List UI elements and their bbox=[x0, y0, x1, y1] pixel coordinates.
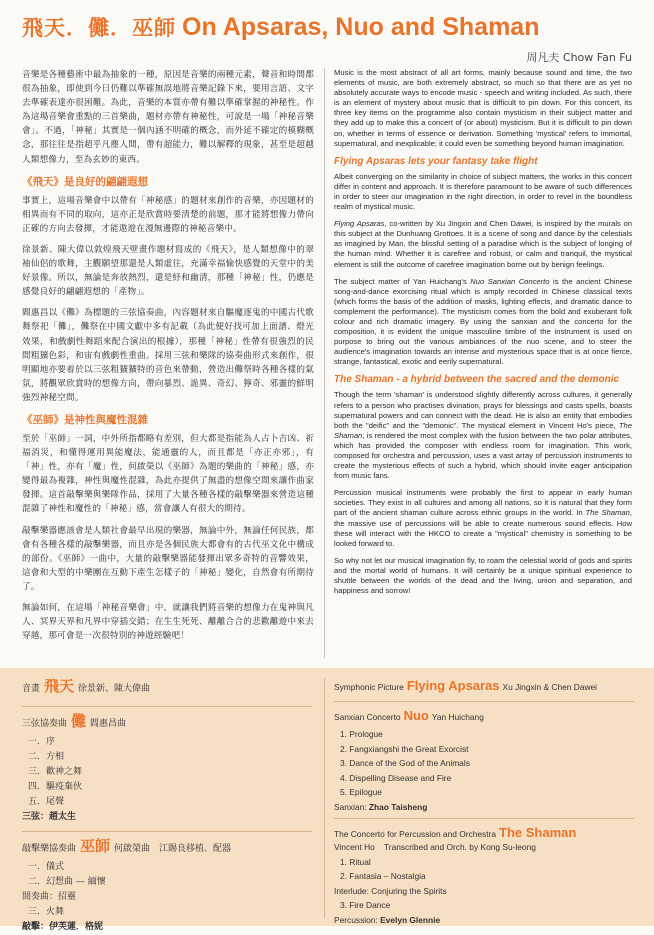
zh-paragraph: 敲擊樂器應該會是人類社會最早出現的樂器，無論中外，無論任何民族，都會有各種各樣的敲擊樂器，而且亦是各個民族大都會有的古代巫文化中構成的部份。《巫師》一曲中，大量的敲擊樂器能發揮出眾多奇特的音響效果，這會和大型的中樂團在互動下產生怎樣子的「神秘」變化，自然會有所期待了。 bbox=[22, 525, 314, 592]
programme-divider bbox=[324, 678, 325, 918]
work-title: The Shaman bbox=[334, 420, 632, 440]
programme-panel bbox=[0, 668, 654, 932]
zh-paragraph: 無論如何，在這場「神秘音樂會」中，就讓我們將音樂的想像力在鬼神與凡人、冥界天界和凡界中穿插交錯；在生生死死、離離合合的悲歡離遊中來去穿越，那可會是一次很特別的神遊經驗吧！ bbox=[22, 603, 314, 642]
author: 周凡夫 Chow Fan Fu bbox=[526, 51, 632, 64]
movement: 四．驅疫棄伙 bbox=[28, 782, 83, 792]
en-paragraph: So why not let our musical imagination fly, to roam the celestial world of gods and spirits and the mortal world of humans. It will certainly be a unique spiritual experience to shuttle between the worlds of the dead and the living, union and separation, and happiness and sorrow! bbox=[334, 555, 632, 596]
movement: 2. Fangxiangshi the Great Exorcist bbox=[340, 743, 469, 754]
movement: 3. Dance of the God of the Animals bbox=[340, 758, 470, 768]
movement: Interlude: Conjuring the Spirits bbox=[334, 885, 447, 896]
soloist: Sanxian: Zhao Taisheng bbox=[334, 801, 428, 812]
programme-item: 音畫 飛天 徐景新、陳大偉曲 bbox=[22, 677, 151, 695]
page-title bbox=[22, 12, 634, 46]
chinese-column bbox=[22, 68, 314, 650]
en-paragraph: Albeit converging on the similarity in choice of subject matters, the works in this concert differ in content and approach. It is therefore paramount to be aware of such differences in order to steer our imagination in the right direction, in order to revel in the boundless realm of mystical music. bbox=[334, 171, 632, 212]
programme-chinese bbox=[22, 676, 312, 935]
title-chinese: 飛天．儺．巫師 bbox=[22, 16, 176, 40]
programme-item: 三弦協奏曲 儺 閻惠昌曲 bbox=[22, 706, 312, 735]
programme-english bbox=[334, 676, 634, 927]
movement: 一．序 bbox=[28, 737, 56, 747]
en-intro: Music is the most abstract of all art forms, mainly because sound and time, the two elements of music, are both extremely abstract, so much so that there are as yet no absolutely accurate ways to encode music - speech and writing included. As such, there is an element of mystery about music that is difficult to pin down. For this concert, its three key items on the programme also contain mysticism in their subject matter and they add up to make this a concert of (or about) mysticism. But it is difficult to pin down on, whether in terms of essence or derivation. Something 'mystical' refers to immortal, supernatural, and inexplicable; it could even be something beyond human imagination. bbox=[334, 68, 632, 148]
zh-paragraph: 至於「巫師」一詞，中外所指都略有差別，但大都是指能為人占卜吉凶、祈福消災，和懂得運用異能魔法，能通靈的人，而且都是「亦正亦邪」，有「神」性，亦有「魔」性，何啟榮以《巫師》為題的樂曲的「神秘」感，亦變得最為複雜，神性與魔性混雜，為此亦提供了無盡的想像空間來讓作曲家發揮。這首敲擊樂與樂隊作品，採用了大量各種各樣的敲擊樂器來營造這種混雜了神性和魔性的「神秘」感，當會讓人有很大的期待。 bbox=[22, 433, 314, 515]
en-paragraph: Percussion musical instruments were probably the first to appear in early human societies. They exist in all cultures and among all nations, so it is natural that they form part of the ancient shaman culture across ethnic groups in the world. In The Shaman, the massive use of percussions will be able to create numerous sound effects. How these will interact with the HKCO to create a "mystical" chemistry is something to be looked forward to. bbox=[334, 488, 632, 548]
work-title: 儺 bbox=[71, 712, 87, 730]
work-title: Flying Apsaras bbox=[334, 219, 385, 229]
programme-item: Symphonic Picture Flying Apsaras Xu Jingxin & Chen Dawei bbox=[334, 678, 598, 693]
en-paragraph: Though the term 'shaman' is understood slightly differently across cultures, it generally refers to a person who practises divination, prays for blessings and casts spells, boasts supernatural powers and can connect with the dead. He is also an entity that embodies both the "deific" and the "demonic". The mystical element in Vincent Ho's piece, The Shaman, is rendered the most complex with the fusion between the two polar attributes, which has provided the composer with endless room for imagination. This work, composed for orchestra and percussion, uses a vast array of percussion instruments to create the mysterious effects of such a hybrid, which should invite eager anticipation from music fans. bbox=[334, 390, 632, 481]
work-title: The Shaman bbox=[499, 825, 577, 840]
movement: 3. Fire Dance bbox=[340, 900, 391, 910]
movement: 三．歡神之舞 bbox=[28, 767, 83, 777]
soloist: 三弦：趙太生 bbox=[22, 812, 77, 822]
en-paragraph: The subject matter of Yan Huichang's Nuo Sanxian Concerto is the ancient Chinese song-and-dance exorcising ritual which is amply recorded in Chinese classical texts (which forms the basis of the addition of masks, lighting effects, and dramatic dance to complement the performance). The mysticism comes from the bold and exuberant folk colour and rich dramatic imagery. By using the sanxian and the concerto for the composition, it is evident the unique masculine timbre of the instrument is used on purpose to bring out the various ambiances of the nuo scene, and to steer the audience's imagination towards an intense and mysterious space that is at once fierce, strange, fantastical, exotic and eerily supernatural. bbox=[334, 276, 632, 367]
programme-item: Sanxian Concerto Nuo Yan Huichang bbox=[334, 701, 634, 727]
movement: 2. Fantasia – Nostalgia bbox=[340, 871, 426, 881]
zh-heading-apsaras: 《飛天》是良好的翩翩遐想 bbox=[22, 175, 148, 188]
work-title: Nuo bbox=[403, 708, 429, 723]
soloist: 敲擊：伊芙蓮．格妮 bbox=[22, 922, 104, 932]
work-title: 巫師 bbox=[80, 837, 111, 855]
movement: 二．方相 bbox=[28, 752, 65, 762]
en-paragraph: Flying Apsaras, co-written by Xu Jingxin and Chen Dawei, is inspired by the murals on this subject at the Dunhuang Grottoes. It is a scene of song and dance by the celestials as imagined by Man, the blissful setting of a paradise which is the subject of longing of the human mind. Whether it is carefree and robust, or calm and tranquil, the mystical element is still the outcome of carefree imagination borne out by benign feelings. bbox=[334, 219, 632, 269]
movement: 三．火舞 bbox=[28, 907, 65, 917]
title-english: On Apsaras, Nuo and Shaman bbox=[182, 13, 540, 41]
zh-intro: 音樂是各種藝術中最為抽象的一種，原因是音樂的兩種元素，聲音和時間都很為抽象，即使到今日仍難以準確無誤地將音樂記錄下來，要用言語、文字去準確表達亦很困難。為此，音樂的本質亦帶有難以準確掌握的神秘性。作為這場音樂會重點的三首樂曲，題材亦帶有神秘性，可說是一場「神秘音樂會」。不過，「神秘」其實是一個內涵不明確的概念，而外延不確定的模糊概念，那往往是指超乎凡塵人間，帶有超能力，難以解釋的現象，甚至是超越人類想像力，至為玄妙的東西。 bbox=[22, 70, 314, 165]
work-title: 飛天 bbox=[44, 677, 75, 695]
movement: 間奏曲：招靈 bbox=[22, 892, 77, 902]
zh-heading-shaman: 《巫師》是神性與魔性混雜 bbox=[22, 413, 148, 426]
work-title: Flying Apsaras bbox=[406, 678, 500, 693]
zh-paragraph: 徐景新、陳大偉以敦煌飛天壁畫作題材寫成的《飛天》，是人類想像中的翠袖仙侶的歌舞，主觀願望那還是人類虛往，充滿幸福愉快感覺的天堂中的美好景像。所以，無論是奔放熱烈，還是紓和幽清，那種「神秘」性，仍應是感覺良好的翩翩遐想的「產物」。 bbox=[22, 244, 314, 298]
work-title: The Shaman bbox=[585, 508, 630, 518]
english-column bbox=[334, 68, 632, 603]
movement: 1. Prologue bbox=[340, 729, 383, 739]
work-credit: Vincent Ho Transcribed and Orch. by Kong Su-leong bbox=[334, 842, 536, 852]
movement: 4. Dispelling Disease and Fire bbox=[340, 772, 452, 783]
column-divider bbox=[324, 68, 325, 658]
programme-item: The Concerto for Percussion and Orchestra The Shaman bbox=[334, 818, 634, 844]
movement: 5. Epilogue bbox=[340, 787, 382, 797]
movement: 一．儀式 bbox=[28, 862, 65, 872]
en-heading-shaman: The Shaman - a hybrid between the sacred and the demonic bbox=[334, 374, 620, 386]
soloist: Percussion: Evelyn Glennie bbox=[334, 914, 441, 925]
movement: 1. Ritual bbox=[340, 856, 371, 867]
movement: 二．幻想曲 — 緬懷 bbox=[28, 877, 106, 887]
work-title: Nuo Sanxian Concerto bbox=[470, 276, 550, 286]
movement: 五．尾聲 bbox=[28, 797, 65, 807]
zh-paragraph: 閻惠昌以《儺》為標題的三弦協奏曲，內容題材來自驅魔逐鬼的中國古代歌舞祭祀「儺」，儺祭在中國文獻中多有記載（為此便好找可加上面譜、燈光效果，和戲劇性舞蹈來配合演出的根據），那種「神秘」性帶有很強烈的民間粗獷色彩，和宙有戲劇性重曲。採用三弦和樂隊的協奏曲形式來創作，很明顯地亦要着於以三弦粗獷獷特的音色來帶動，營造出儺祭時各種各樣的氣氛，將觀眾欣賞時的想像方向，帶向暴烈、詭異、奇幻、獰奇、邪靈的鮮明強烈神秘空間。 bbox=[22, 308, 314, 403]
zh-paragraph: 事實上，這場音樂會中以帶有「神秘感」的題材來創作的音樂，亦因題材的相異而有不同的取向，這亦正是欣賞時要清楚的前題，那才能將想像力帶向正確的方向去發揮，才能遨遊在漫無邊際的神秘音樂中。 bbox=[22, 195, 314, 234]
programme-item: 敲擊樂協奏曲 巫師 何啟榮曲 江賜良移植、配器 bbox=[22, 831, 312, 860]
en-heading-apsaras: Flying Apsaras lets your fantasy take flight bbox=[334, 155, 538, 167]
